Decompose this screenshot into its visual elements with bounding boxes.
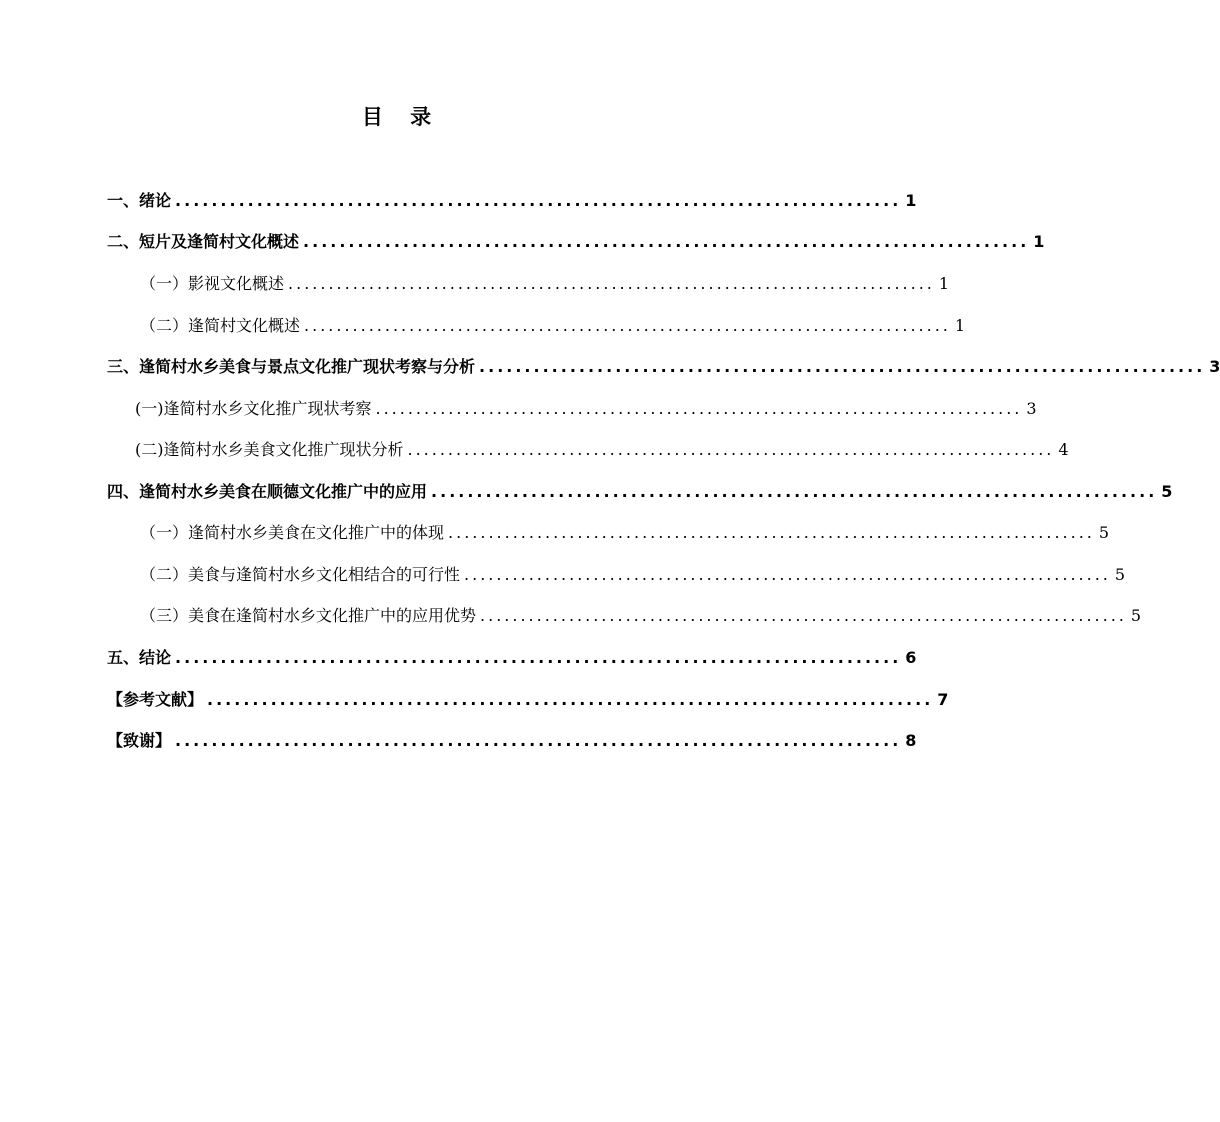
toc-leader-dots: ................................................................................ xyxy=(175,731,902,750)
toc-page-number: 5 xyxy=(1130,606,1142,625)
toc-entry-introduction[interactable] xyxy=(107,189,917,213)
page-title: 目 录 xyxy=(361,105,442,129)
toc-page-number: 5 xyxy=(1114,565,1126,584)
toc-entry-number: 二、 xyxy=(107,232,140,251)
toc-page-number: 8 xyxy=(905,731,917,750)
toc-page-number: 3 xyxy=(1209,357,1220,376)
toc-entry-number: 三、 xyxy=(107,357,140,376)
toc-entry-label: （二）逢简村文化概述 xyxy=(140,316,301,335)
toc-entry-food-embodiment[interactable] xyxy=(140,521,1110,545)
toc-page-number: 6 xyxy=(905,648,917,667)
toc-entry-label: （二）美食与逢简村水乡文化相结合的可行性 xyxy=(140,565,461,584)
toc-page-number: 3 xyxy=(1026,399,1037,418)
toc-page-number: 4 xyxy=(1058,440,1069,459)
toc-leader-dots: ................................................................................ xyxy=(207,690,934,709)
toc-entry-label: 【参考文献】 xyxy=(107,690,204,709)
toc-page-number: 1 xyxy=(938,274,950,293)
toc-entry-label: 逢简村水乡美食在顺德文化推广中的应用 xyxy=(139,482,428,501)
toc-page-number: 1 xyxy=(954,316,966,335)
toc-entry-status-analysis[interactable] xyxy=(107,355,1220,379)
toc-entry-label: （一）影视文化概述 xyxy=(140,274,285,293)
toc-leader-dots: ................................................................................ xyxy=(175,648,902,667)
toc-entry-application[interactable] xyxy=(107,480,1173,504)
toc-entry-overview[interactable] xyxy=(107,230,1045,254)
toc-entry-food-promotion-analysis[interactable] xyxy=(135,438,1069,462)
toc-entry-village-culture[interactable] xyxy=(140,314,966,338)
toc-entry-label: 短片及逢简村文化概述 xyxy=(139,232,300,251)
toc-entry-label: 逢简村水乡美食与景点文化推广现状考察与分析 xyxy=(139,357,476,376)
toc-entry-label: (一)逢简村水乡文化推广现状考察 xyxy=(135,399,372,418)
toc-entry-label: 【致谢】 xyxy=(107,731,172,750)
toc-page-number: 7 xyxy=(937,690,949,709)
toc-leader-dots: ................................................................................ xyxy=(480,606,1127,625)
toc-leader-dots: ................................................................................ xyxy=(303,232,1030,251)
toc-entry-conclusion[interactable] xyxy=(107,646,917,670)
toc-entry-film-culture[interactable] xyxy=(140,272,950,296)
toc-page-number: 1 xyxy=(905,191,917,210)
toc-leader-dots: ................................................................................ xyxy=(375,399,1023,418)
toc-entry-promotion-survey[interactable] xyxy=(135,397,1037,421)
toc-entry-feasibility[interactable] xyxy=(140,563,1126,587)
toc-leader-dots: ................................................................................ xyxy=(464,565,1111,584)
toc-leader-dots: ................................................................................ xyxy=(288,274,935,293)
toc-leader-dots: ................................................................................ xyxy=(448,523,1095,542)
toc-entry-references[interactable] xyxy=(107,688,949,712)
toc-entry-number: 五、 xyxy=(107,648,140,667)
toc-entry-number: 四、 xyxy=(107,482,140,501)
toc-entry-label: （一）逢简村水乡美食在文化推广中的体现 xyxy=(140,523,445,542)
toc-entry-label: (二)逢简村水乡美食文化推广现状分析 xyxy=(135,440,404,459)
toc-page-number: 1 xyxy=(1033,232,1045,251)
toc-leader-dots: ................................................................................ xyxy=(304,316,951,335)
toc-entry-number: 一、 xyxy=(107,191,140,210)
toc-entry-label: （三）美食在逢简村水乡文化推广中的应用优势 xyxy=(140,606,477,625)
toc-leader-dots: ................................................................................ xyxy=(175,191,902,210)
toc-entry-acknowledgements[interactable] xyxy=(107,729,917,753)
toc-leader-dots: ................................................................................ xyxy=(431,482,1158,501)
toc-leader-dots: ................................................................................ xyxy=(407,440,1055,459)
toc-page-number: 5 xyxy=(1098,523,1110,542)
toc-page-number: 5 xyxy=(1161,482,1173,501)
toc-entry-label: 绪论 xyxy=(139,191,172,210)
toc-entry-advantages[interactable] xyxy=(140,604,1142,628)
toc-entry-label: 结论 xyxy=(139,648,172,667)
toc-leader-dots: ................................................................................ xyxy=(479,357,1206,376)
